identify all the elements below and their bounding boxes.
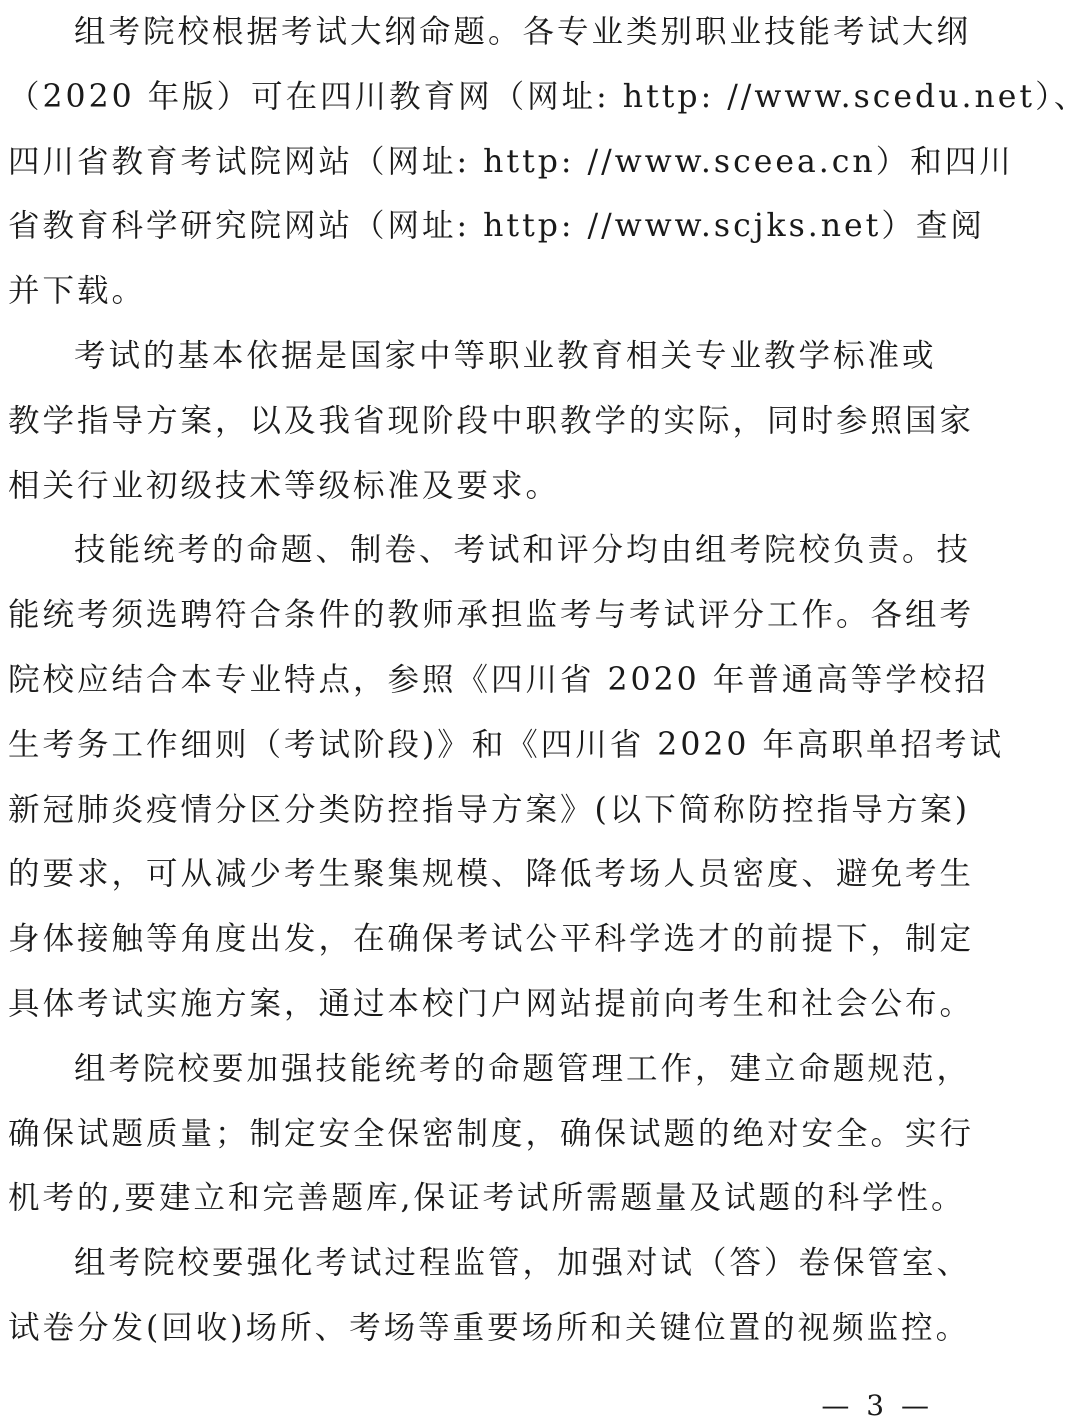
paragraph-exam-organization xyxy=(8,518,1004,1036)
text-line: 机考的,要建立和完善题库,保证考试所需题量及试题的科学性。 xyxy=(8,1180,966,1217)
document-body xyxy=(8,0,1088,1361)
paragraph-exam-basis xyxy=(8,324,975,518)
text-line: （2020 年版）可在四川教育网（网址: http: //www.scedu.net）、 xyxy=(8,78,1088,115)
page-number: — 3 — xyxy=(821,1389,933,1422)
text-line: 能统考须选聘符合条件的教师承担监考与考试评分工作。各组考 xyxy=(8,597,975,634)
text-line: 院校应结合本专业特点，参照《四川省 2020 年普通高等学校招 xyxy=(8,661,989,698)
paragraph-question-management xyxy=(8,1037,975,1231)
text-line: 组考院校根据考试大纲命题。各专业类别职业技能考试大纲 xyxy=(74,14,972,50)
text-line: 身体接触等角度出发，在确保考试公平科学选才的前提下，制定 xyxy=(8,921,975,958)
text-line: 组考院校要强化考试过程监管，加强对试（答）卷保管室、 xyxy=(74,1245,972,1282)
text-line: 教学指导方案，以及我省现阶段中职教学的实际，同时参照国家 xyxy=(8,402,975,439)
text-line: 具体考试实施方案，通过本校门户网站提前向考生和社会公布。 xyxy=(8,985,975,1022)
text-line: 四川省教育考试院网站（网址: http: //www.sceea.cn）和四川 xyxy=(8,143,1014,180)
text-line: 相关行业初级技术等级标准及要求。 xyxy=(8,467,561,504)
text-line: 并下载。 xyxy=(8,273,147,310)
text-line: 的要求，可从减少考生聚集规模、降低考场人员密度、避免考生 xyxy=(8,856,975,893)
paragraph-exam-syllabus xyxy=(8,0,1088,324)
text-line: 技能统考的命题、制卷、考试和评分均由组考院校负责。技 xyxy=(74,532,972,569)
text-line: 生考务工作细则（考试阶段)》和《四川省 2020 年高职单招考试 xyxy=(8,726,1004,763)
text-line: 新冠肺炎疫情分区分类防控指导方案》(以下简称防控指导方案) xyxy=(8,791,971,828)
paragraph-process-supervision xyxy=(8,1231,972,1361)
text-line: 组考院校要加强技能统考的命题管理工作，建立命题规范， xyxy=(74,1050,972,1087)
text-line: 确保试题质量；制定安全保密制度，确保试题的绝对安全。实行 xyxy=(8,1115,975,1152)
text-line: 试卷分发(回收)场所、考场等重要场所和关键位置的视频监控。 xyxy=(8,1309,971,1346)
text-line: 省教育科学研究院网站（网址: http: //www.scjks.net）查阅 xyxy=(8,208,985,245)
text-line: 考试的基本依据是国家中等职业教育相关专业教学标准或 xyxy=(74,337,937,374)
